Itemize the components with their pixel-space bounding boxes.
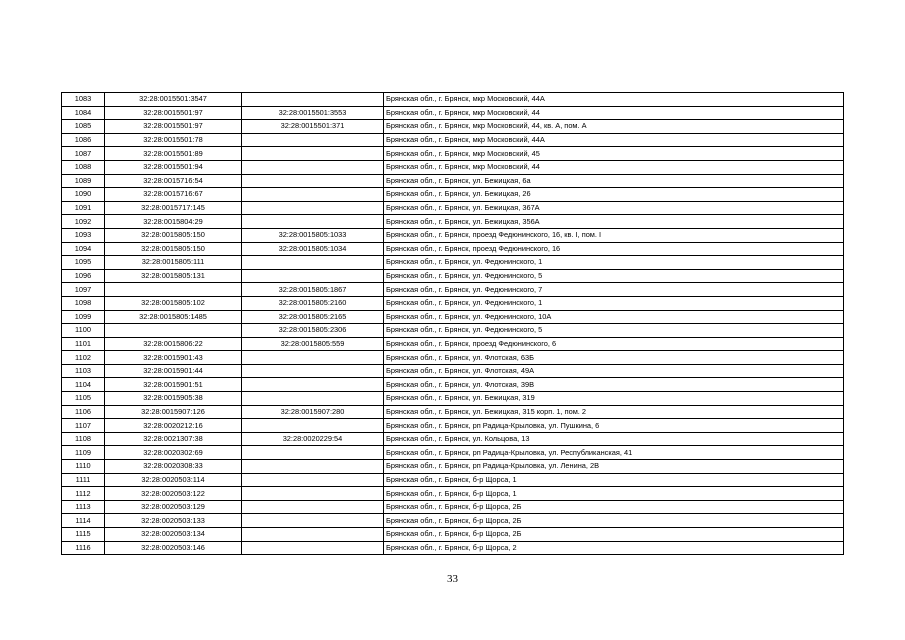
cadastral-number-cell: 32:28:0015805:1485 (105, 310, 242, 324)
cadastral-number-cell: 32:28:0020503:129 (105, 500, 242, 514)
row-number-cell: 1110 (62, 460, 105, 474)
table-row (62, 500, 844, 514)
address-cell: Брянская обл., г. Брянск, проезд Федюнинского, 16, кв. I, пом. I (384, 228, 844, 242)
table-row (62, 473, 844, 487)
table-row (62, 106, 844, 120)
table-row (62, 269, 844, 283)
row-number-cell: 1116 (62, 541, 105, 555)
related-cadastral-number-cell (242, 460, 384, 474)
related-cadastral-number-cell (242, 160, 384, 174)
related-cadastral-number-cell (242, 514, 384, 528)
address-cell: Брянская обл., г. Брянск, ул. Бежицкая, 6а (384, 174, 844, 188)
table-row (62, 133, 844, 147)
table-row (62, 514, 844, 528)
address-cell: Брянская обл., г. Брянск, б-р Щорса, 1 (384, 487, 844, 501)
related-cadastral-number-cell: 32:28:0015501:371 (242, 120, 384, 134)
row-number-cell: 1111 (62, 473, 105, 487)
row-number-cell: 1089 (62, 174, 105, 188)
related-cadastral-number-cell: 32:28:0015805:559 (242, 337, 384, 351)
table-row (62, 283, 844, 297)
row-number-cell: 1088 (62, 160, 105, 174)
table-row (62, 256, 844, 270)
row-number-cell: 1098 (62, 296, 105, 310)
address-cell: Брянская обл., г. Брянск, ул. Федюнинского, 10А (384, 310, 844, 324)
cadastral-number-cell (105, 324, 242, 338)
table-row (62, 228, 844, 242)
related-cadastral-number-cell (242, 500, 384, 514)
row-number-cell: 1084 (62, 106, 105, 120)
table-row (62, 446, 844, 460)
table-row (62, 201, 844, 215)
table-row (62, 419, 844, 433)
cadastral-number-cell: 32:28:0020302:69 (105, 446, 242, 460)
cadastral-number-cell: 32:28:0015901:51 (105, 378, 242, 392)
related-cadastral-number-cell: 32:28:0020229:54 (242, 432, 384, 446)
related-cadastral-number-cell (242, 419, 384, 433)
row-number-cell: 1108 (62, 432, 105, 446)
cadastral-number-cell: 32:28:0015501:97 (105, 106, 242, 120)
row-number-cell: 1112 (62, 487, 105, 501)
table-row (62, 432, 844, 446)
related-cadastral-number-cell (242, 378, 384, 392)
related-cadastral-number-cell (242, 147, 384, 161)
table-row (62, 160, 844, 174)
address-cell: Брянская обл., г. Брянск, мкр Московский, 44А (384, 133, 844, 147)
row-number-cell: 1091 (62, 201, 105, 215)
table-row (62, 120, 844, 134)
row-number-cell: 1102 (62, 351, 105, 365)
row-number-cell: 1083 (62, 93, 105, 107)
cadastral-number-cell: 32:28:0015804:29 (105, 215, 242, 229)
related-cadastral-number-cell (242, 446, 384, 460)
cadastral-number-cell: 32:28:0015901:43 (105, 351, 242, 365)
row-number-cell: 1095 (62, 256, 105, 270)
cadastral-number-cell: 32:28:0015806:22 (105, 337, 242, 351)
cadastral-number-cell: 32:28:0015501:3547 (105, 93, 242, 107)
address-cell: Брянская обл., г. Брянск, мкр Московский, 45 (384, 147, 844, 161)
cadastral-number-cell: 32:28:0015717:145 (105, 201, 242, 215)
address-cell: Брянская обл., г. Брянск, б-р Щорса, 2 (384, 541, 844, 555)
cadastral-number-cell: 32:28:0020308:33 (105, 460, 242, 474)
table-row (62, 296, 844, 310)
cadastral-number-cell: 32:28:0015907:126 (105, 405, 242, 419)
address-cell: Брянская обл., г. Брянск, ул. Флотская, 63Б (384, 351, 844, 365)
table-row (62, 528, 844, 542)
address-cell: Брянская обл., г. Брянск, проезд Федюнинского, 6 (384, 337, 844, 351)
row-number-cell: 1085 (62, 120, 105, 134)
address-cell: Брянская обл., г. Брянск, ул. Бежицкая, 315 корп. 1, пом. 2 (384, 405, 844, 419)
cadastral-number-cell: 32:28:0015805:111 (105, 256, 242, 270)
row-number-cell: 1113 (62, 500, 105, 514)
cadastral-number-cell: 32:28:0015501:89 (105, 147, 242, 161)
related-cadastral-number-cell: 32:28:0015501:3553 (242, 106, 384, 120)
related-cadastral-number-cell (242, 473, 384, 487)
related-cadastral-number-cell (242, 541, 384, 555)
address-cell: Брянская обл., г. Брянск, ул. Федюнинского, 5 (384, 269, 844, 283)
row-number-cell: 1092 (62, 215, 105, 229)
row-number-cell: 1086 (62, 133, 105, 147)
related-cadastral-number-cell: 32:28:0015805:2165 (242, 310, 384, 324)
row-number-cell: 1093 (62, 228, 105, 242)
cadastral-number-cell: 32:28:0020503:134 (105, 528, 242, 542)
related-cadastral-number-cell: 32:28:0015805:1867 (242, 283, 384, 297)
address-cell: Брянская обл., г. Брянск, рп Радица-Крыловка, ул. Пушкина, 6 (384, 419, 844, 433)
related-cadastral-number-cell: 32:28:0015805:1034 (242, 242, 384, 256)
address-cell: Брянская обл., г. Брянск, ул. Федюнинского, 5 (384, 324, 844, 338)
related-cadastral-number-cell (242, 133, 384, 147)
table-row (62, 405, 844, 419)
table-row (62, 392, 844, 406)
row-number-cell: 1099 (62, 310, 105, 324)
table-row (62, 541, 844, 555)
table-row (62, 310, 844, 324)
address-cell: Брянская обл., г. Брянск, ул. Бежицкая, 356А (384, 215, 844, 229)
address-cell: Брянская обл., г. Брянск, ул. Федюнинского, 7 (384, 283, 844, 297)
related-cadastral-number-cell (242, 351, 384, 365)
cadastral-number-cell: 32:28:0020212:16 (105, 419, 242, 433)
table-row (62, 324, 844, 338)
related-cadastral-number-cell (242, 201, 384, 215)
cadastral-number-cell: 32:28:0015501:78 (105, 133, 242, 147)
row-number-cell: 1115 (62, 528, 105, 542)
cadastral-number-cell: 32:28:0015805:131 (105, 269, 242, 283)
address-cell: Брянская обл., г. Брянск, проезд Федюнинского, 16 (384, 242, 844, 256)
table-row (62, 487, 844, 501)
cadastral-number-cell: 32:28:0015805:150 (105, 242, 242, 256)
row-number-cell: 1101 (62, 337, 105, 351)
table-row (62, 364, 844, 378)
address-cell: Брянская обл., г. Брянск, рп Радица-Крыловка, ул. Ленина, 2В (384, 460, 844, 474)
table-row (62, 378, 844, 392)
row-number-cell: 1096 (62, 269, 105, 283)
address-cell: Брянская обл., г. Брянск, ул. Бежицкая, 26 (384, 188, 844, 202)
cadastral-number-cell: 32:28:0020503:122 (105, 487, 242, 501)
address-cell: Брянская обл., г. Брянск, б-р Щорса, 2Б (384, 528, 844, 542)
row-number-cell: 1105 (62, 392, 105, 406)
related-cadastral-number-cell (242, 392, 384, 406)
row-number-cell: 1114 (62, 514, 105, 528)
registry-table-body (62, 93, 844, 555)
page-number: 33 (447, 573, 458, 585)
address-cell: Брянская обл., г. Брянск, б-р Щорса, 2Б (384, 514, 844, 528)
row-number-cell: 1104 (62, 378, 105, 392)
address-cell: Брянская обл., г. Брянск, б-р Щорса, 1 (384, 473, 844, 487)
address-cell: Брянская обл., г. Брянск, рп Радица-Крыловка, ул. Республиканская, 41 (384, 446, 844, 460)
row-number-cell: 1106 (62, 405, 105, 419)
cadastral-number-cell: 32:28:0015501:94 (105, 160, 242, 174)
address-cell: Брянская обл., г. Брянск, ул. Бежицкая, 367А (384, 201, 844, 215)
related-cadastral-number-cell (242, 188, 384, 202)
table-row (62, 147, 844, 161)
cadastral-number-cell: 32:28:0015716:54 (105, 174, 242, 188)
row-number-cell: 1097 (62, 283, 105, 297)
cadastral-number-cell: 32:28:0021307:38 (105, 432, 242, 446)
cadastral-number-cell: 32:28:0020503:114 (105, 473, 242, 487)
address-cell: Брянская обл., г. Брянск, ул. Федюнинского, 1 (384, 296, 844, 310)
cadastral-number-cell: 32:28:0015805:150 (105, 228, 242, 242)
table-row (62, 351, 844, 365)
row-number-cell: 1090 (62, 188, 105, 202)
related-cadastral-number-cell (242, 256, 384, 270)
address-cell: Брянская обл., г. Брянск, мкр Московский, 44 (384, 106, 844, 120)
table-row (62, 337, 844, 351)
address-cell: Брянская обл., г. Брянск, мкр Московский, 44А (384, 93, 844, 107)
table-row (62, 460, 844, 474)
cadastral-number-cell: 32:28:0015501:97 (105, 120, 242, 134)
cadastral-number-cell: 32:28:0015901:44 (105, 364, 242, 378)
related-cadastral-number-cell: 32:28:0015907:280 (242, 405, 384, 419)
table-row (62, 93, 844, 107)
related-cadastral-number-cell: 32:28:0015805:2306 (242, 324, 384, 338)
address-cell: Брянская обл., г. Брянск, мкр Московский, 44 (384, 160, 844, 174)
row-number-cell: 1103 (62, 364, 105, 378)
address-cell: Брянская обл., г. Брянск, ул. Кольцова, 13 (384, 432, 844, 446)
related-cadastral-number-cell (242, 215, 384, 229)
cadastral-number-cell: 32:28:0015905:38 (105, 392, 242, 406)
table-row (62, 188, 844, 202)
related-cadastral-number-cell: 32:28:0015805:2160 (242, 296, 384, 310)
address-cell: Брянская обл., г. Брянск, ул. Бежицкая, 319 (384, 392, 844, 406)
row-number-cell: 1109 (62, 446, 105, 460)
table-row (62, 174, 844, 188)
row-number-cell: 1100 (62, 324, 105, 338)
related-cadastral-number-cell (242, 174, 384, 188)
related-cadastral-number-cell (242, 487, 384, 501)
table-row (62, 215, 844, 229)
address-cell: Брянская обл., г. Брянск, ул. Федюнинского, 1 (384, 256, 844, 270)
cadastral-number-cell: 32:28:0020503:146 (105, 541, 242, 555)
cadastral-number-cell (105, 283, 242, 297)
row-number-cell: 1087 (62, 147, 105, 161)
address-cell: Брянская обл., г. Брянск, б-р Щорса, 2Б (384, 500, 844, 514)
related-cadastral-number-cell: 32:28:0015805:1033 (242, 228, 384, 242)
cadastral-number-cell: 32:28:0020503:133 (105, 514, 242, 528)
table-row (62, 242, 844, 256)
cadastral-number-cell: 32:28:0015805:102 (105, 296, 242, 310)
address-cell: Брянская обл., г. Брянск, ул. Флотская, 39В (384, 378, 844, 392)
row-number-cell: 1107 (62, 419, 105, 433)
cadastral-number-cell: 32:28:0015716:67 (105, 188, 242, 202)
address-cell: Брянская обл., г. Брянск, мкр Московский, 44, кв. А, пом. А (384, 120, 844, 134)
related-cadastral-number-cell (242, 528, 384, 542)
row-number-cell: 1094 (62, 242, 105, 256)
related-cadastral-number-cell (242, 364, 384, 378)
registry-table (61, 92, 844, 555)
related-cadastral-number-cell (242, 93, 384, 107)
address-cell: Брянская обл., г. Брянск, ул. Флотская, 49А (384, 364, 844, 378)
related-cadastral-number-cell (242, 269, 384, 283)
